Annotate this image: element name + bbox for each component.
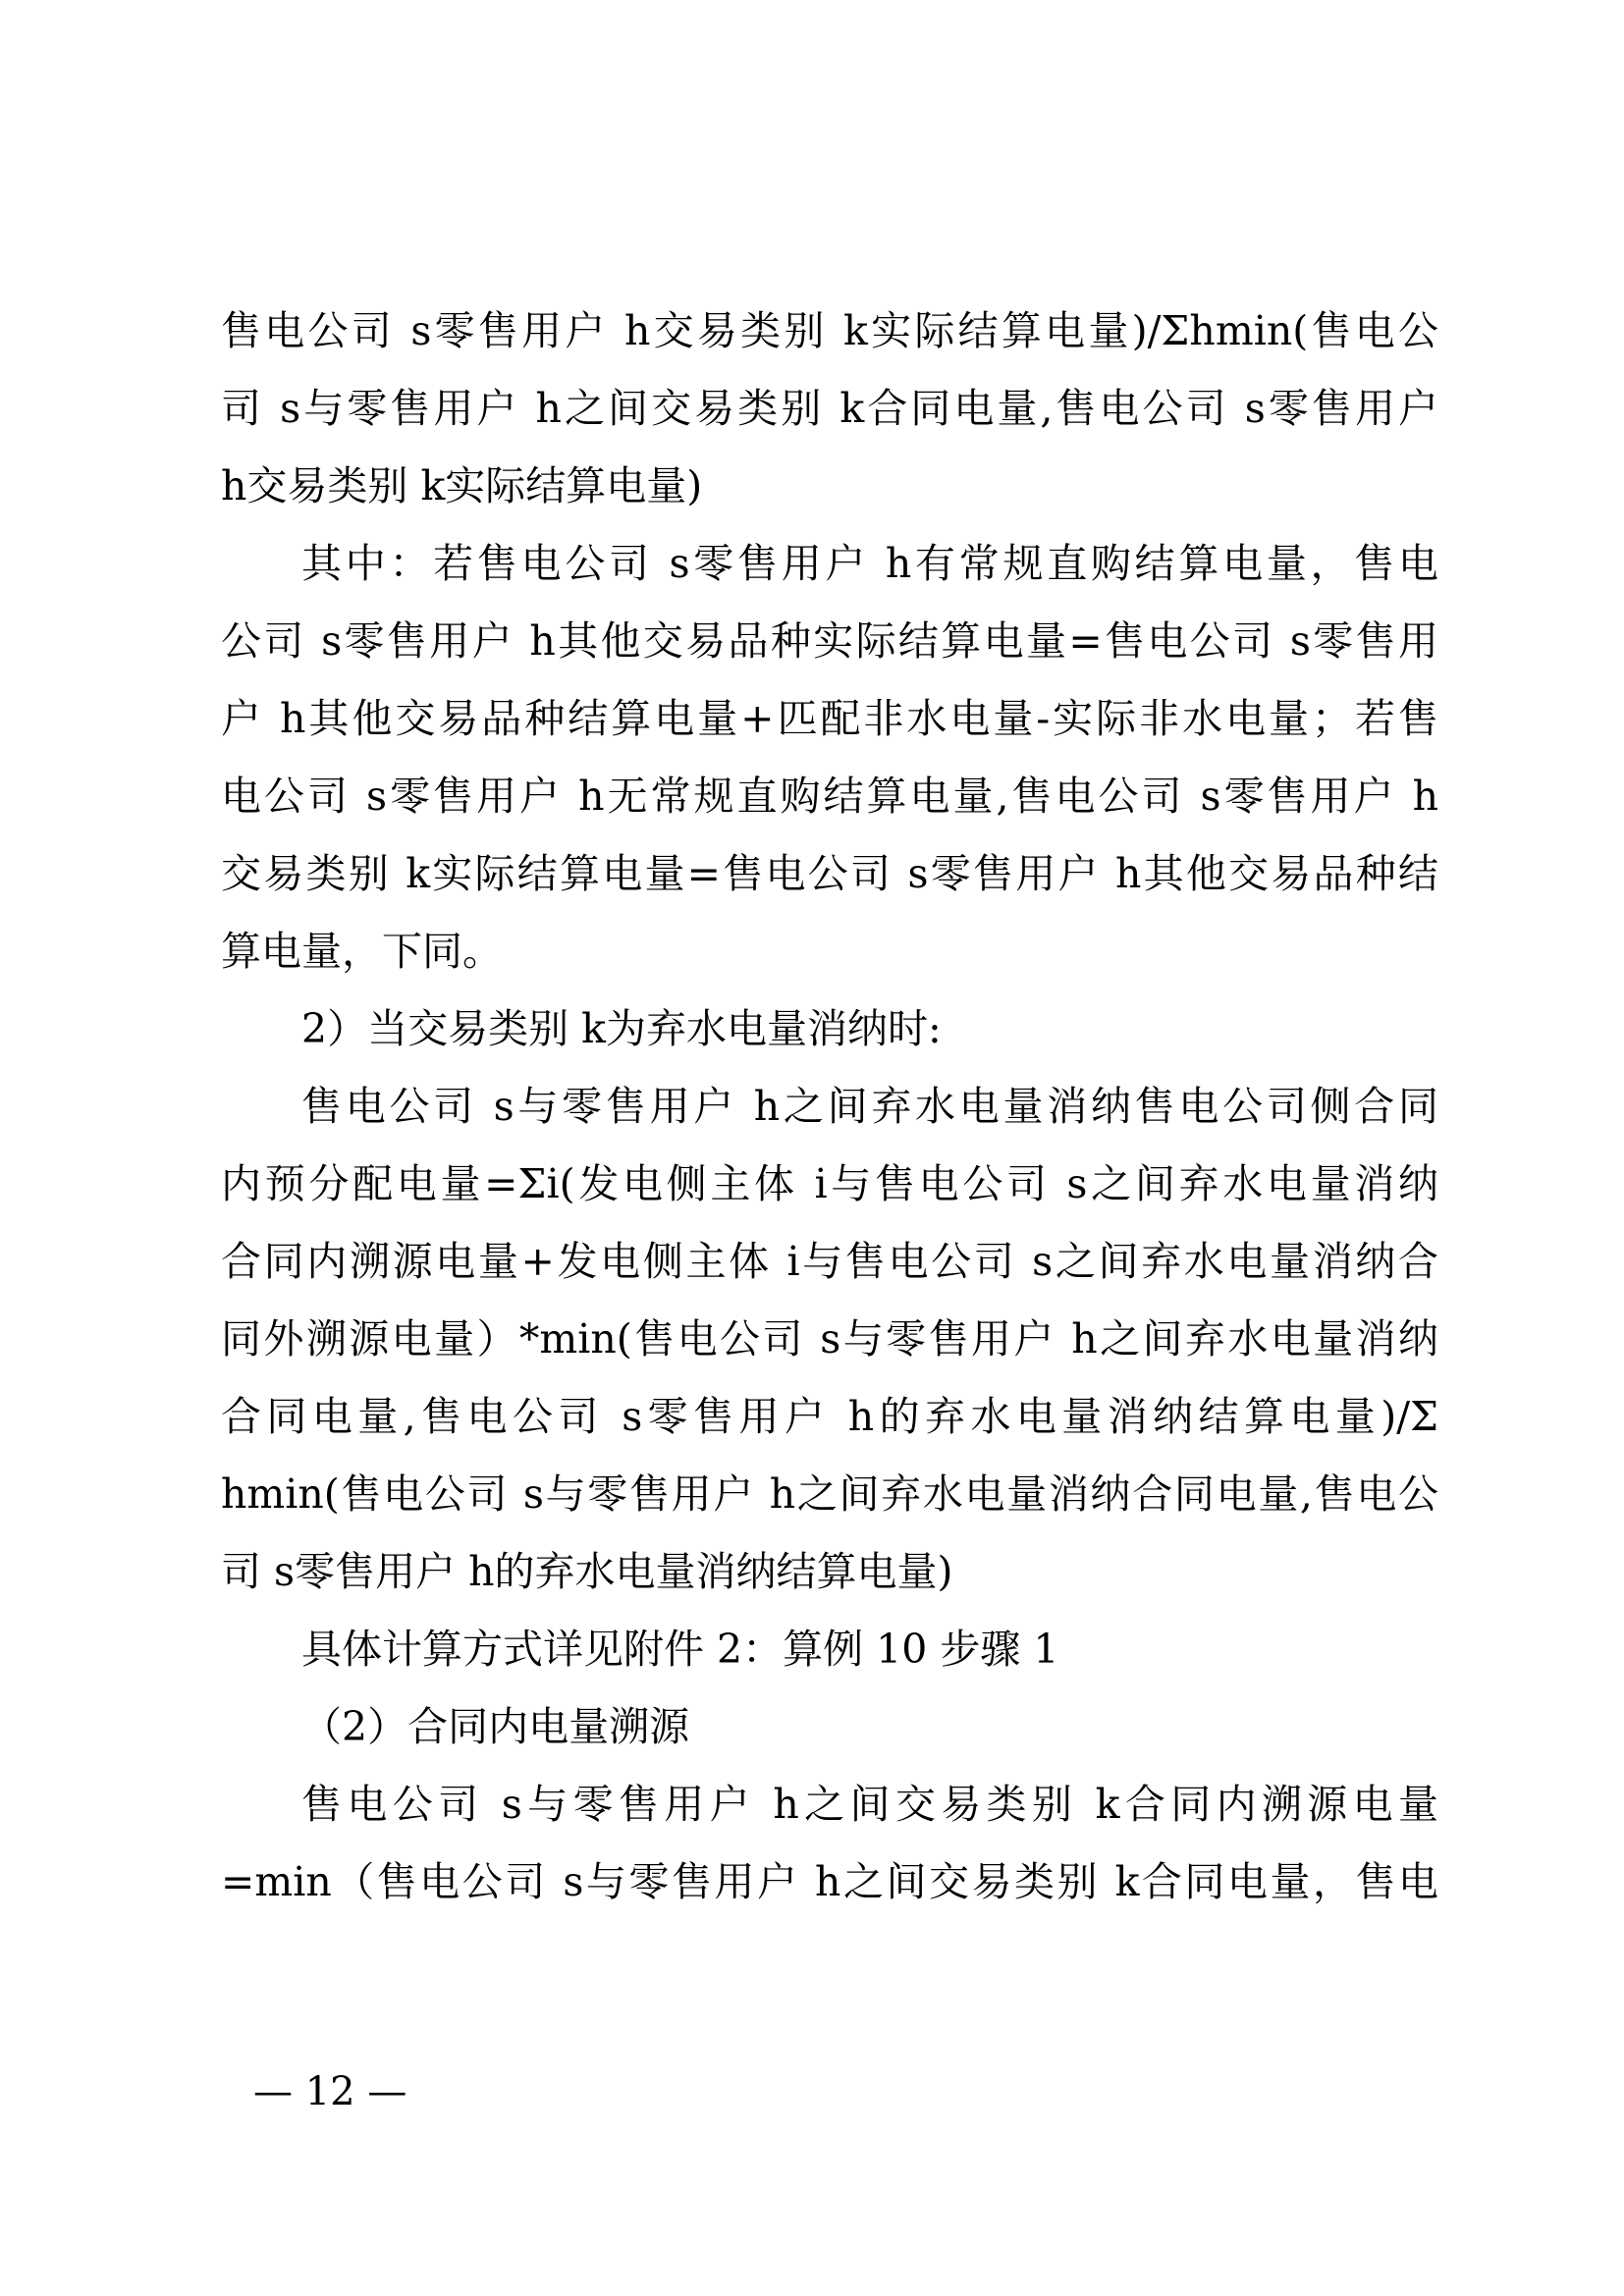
body-text-line: 售电公司 s与零售用户 h之间交易类别 k合同内溯源电量 <box>301 1781 1438 1828</box>
body-text-line: 内预分配电量=Σi(发电侧主体 i与售电公司 s之间弃水电量消纳 <box>221 1160 1438 1207</box>
list-item-heading: 2）当交易类别 k为弃水电量消纳时: <box>301 1005 942 1052</box>
body-text-line: 同外溯源电量）*min(售电公司 s与零售用户 h之间弃水电量消纳 <box>221 1315 1438 1362</box>
body-text-line: 交易类别 k实际结算电量=售电公司 s零售用户 h其他交易品种结 <box>221 850 1438 897</box>
body-text-line: 其中：若售电公司 s零售用户 h有常规直购结算电量，售电 <box>301 540 1438 587</box>
body-text-line: 算电量，下同。 <box>221 928 503 975</box>
body-text-line: 售电公司 s零售用户 h交易类别 k实际结算电量)/Σhmin(售电公 <box>221 307 1438 354</box>
body-text-line: h交易类别 k实际结算电量) <box>221 462 703 509</box>
body-text-line: =min（售电公司 s与零售用户 h之间交易类别 k合同电量，售电 <box>221 1858 1438 1905</box>
body-text-line: 售电公司 s与零售用户 h之间弃水电量消纳售电公司侧合同 <box>301 1083 1438 1130</box>
body-text-line: 电公司 s零售用户 h无常规直购结算电量,售电公司 s零售用户 h <box>221 773 1438 820</box>
body-text-line: 合同电量,售电公司 s零售用户 h的弃水电量消纳结算电量)/Σ <box>221 1393 1438 1440</box>
body-text-line: hmin(售电公司 s与零售用户 h之间弃水电量消纳合同电量,售电公 <box>221 1470 1438 1518</box>
body-text-line: 司 s零售用户 h的弃水电量消纳结算电量) <box>221 1548 953 1595</box>
body-text-line: 具体计算方式详见附件 2：算例 10 步骤 1 <box>301 1626 1059 1673</box>
body-text-line: 户 h其他交易品种结算电量+匹配非水电量-实际非水电量；若售 <box>221 695 1438 742</box>
section-heading: （2）合同内电量溯源 <box>301 1703 690 1750</box>
body-text-line: 合同内溯源电量+发电侧主体 i与售电公司 s之间弃水电量消纳合 <box>221 1238 1438 1285</box>
body-text-line: 司 s与零售用户 h之间交易类别 k合同电量,售电公司 s零售用户 <box>221 385 1438 432</box>
page-number: — 12 — <box>253 2069 407 2114</box>
body-text-line: 公司 s零售用户 h其他交易品种实际结算电量=售电公司 s零售用 <box>221 617 1438 665</box>
